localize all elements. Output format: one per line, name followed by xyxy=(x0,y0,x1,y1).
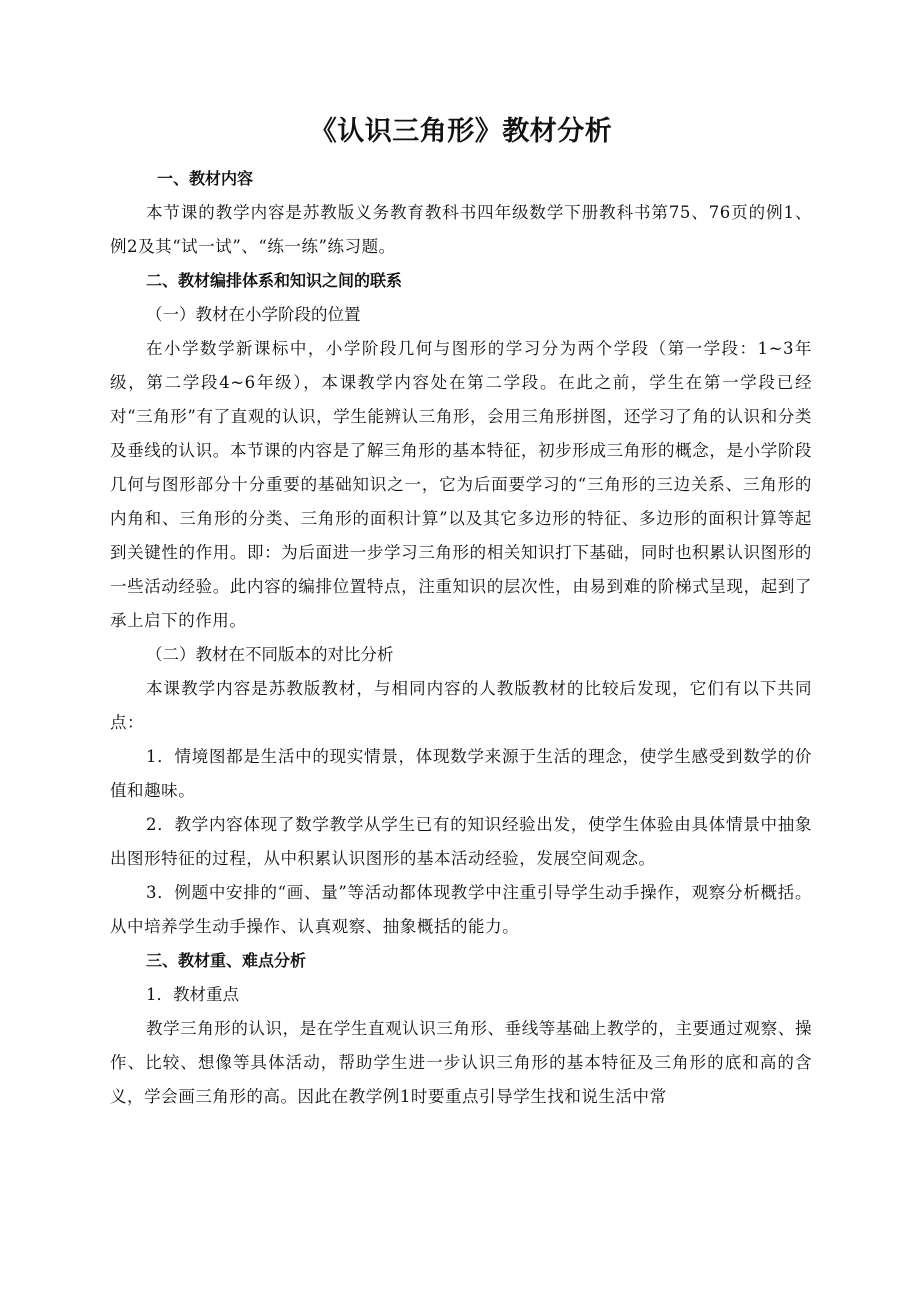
section-1-heading: 一、教材内容 xyxy=(157,169,254,188)
list-item: 1．情境图都是生活中的现实情景，体现数学来源于生活的理念，使学生感受到数学的价值和趣味。 xyxy=(110,747,812,800)
document-page xyxy=(110,112,812,1114)
section-2-paragraph-2: 本课教学内容是苏教版教材，与相同内容的人教版教材的比较后发现，它们有以下共同点： xyxy=(110,679,812,732)
section-2-subheading-2: （二）教材在不同版本的对比分析 xyxy=(146,645,394,664)
list-item: 2．教学内容体现了数学教学从学生已有的知识经验出发，使学生体验由具体情景中抽象出图形特征的过程，从中积累认识图形的基本活动经验，发展空间观念。 xyxy=(110,815,812,868)
section-2-subheading-1: （一）教材在小学阶段的位置 xyxy=(146,305,361,324)
section-3-subheading-1: 1．教材重点 xyxy=(146,985,239,1004)
section-2-paragraph-1: 在小学数学新课标中，小学阶段几何与图形的学习分为两个学段（第一学段：1~3年级，第二学段4~6年级），本课教学内容处在第二学段。在此之前，学生在第一学段已经对“三角形”有了直观的认识，学生能辨认三角形，会用三角形拼图，还学习了角的认识和分类及垂线的认识。本节课的内容是了解三角形的基本特征，初步形成三角形的概念，是小学阶段几何与图形部分十分重要的基础知识之一，它为后面要学习的“三角形的三边关系、三角形的内角和、三角形的分类、三角形的面积计算”以及其它多边形的特征、多边形的面积计算等起到关键性的作用。即：为后面进一步学习三角形的相关知识打下基础，同时也积累认识图形的一些活动经验。此内容的编排位置特点，注重知识的层次性，由易到难的阶梯式呈现，起到了承上启下的作用。 xyxy=(110,339,812,630)
list-item: 3．例题中安排的“画、量”等活动都体现教学中注重引导学生动手操作，观察分析概括。从中培养学生动手操作、认真观察、抽象概括的能力。 xyxy=(110,883,812,936)
document-title: 《认识三角形》教材分析 xyxy=(309,116,613,147)
section-3-paragraph-1: 教学三角形的认识，是在学生直观认识三角形、垂线等基础上教学的，主要通过观察、操作、比较、想像等具体活动，帮助学生进一步认识三角形的基本特征及三角形的底和高的含义，学会画三角形的高。因此在教学例1时要重点引导学生找和说生活中常 xyxy=(110,1019,812,1106)
section-2-heading: 二、教材编排体系和知识之间的联系 xyxy=(146,271,403,290)
section-3-heading: 三、教材重、难点分析 xyxy=(146,951,307,970)
section-1-paragraph: 本节课的教学内容是苏教版义务教育教科书四年级数学下册教科书第75、76页的例1、例2及其“试一试”、“练一练”练习题。 xyxy=(110,203,812,256)
